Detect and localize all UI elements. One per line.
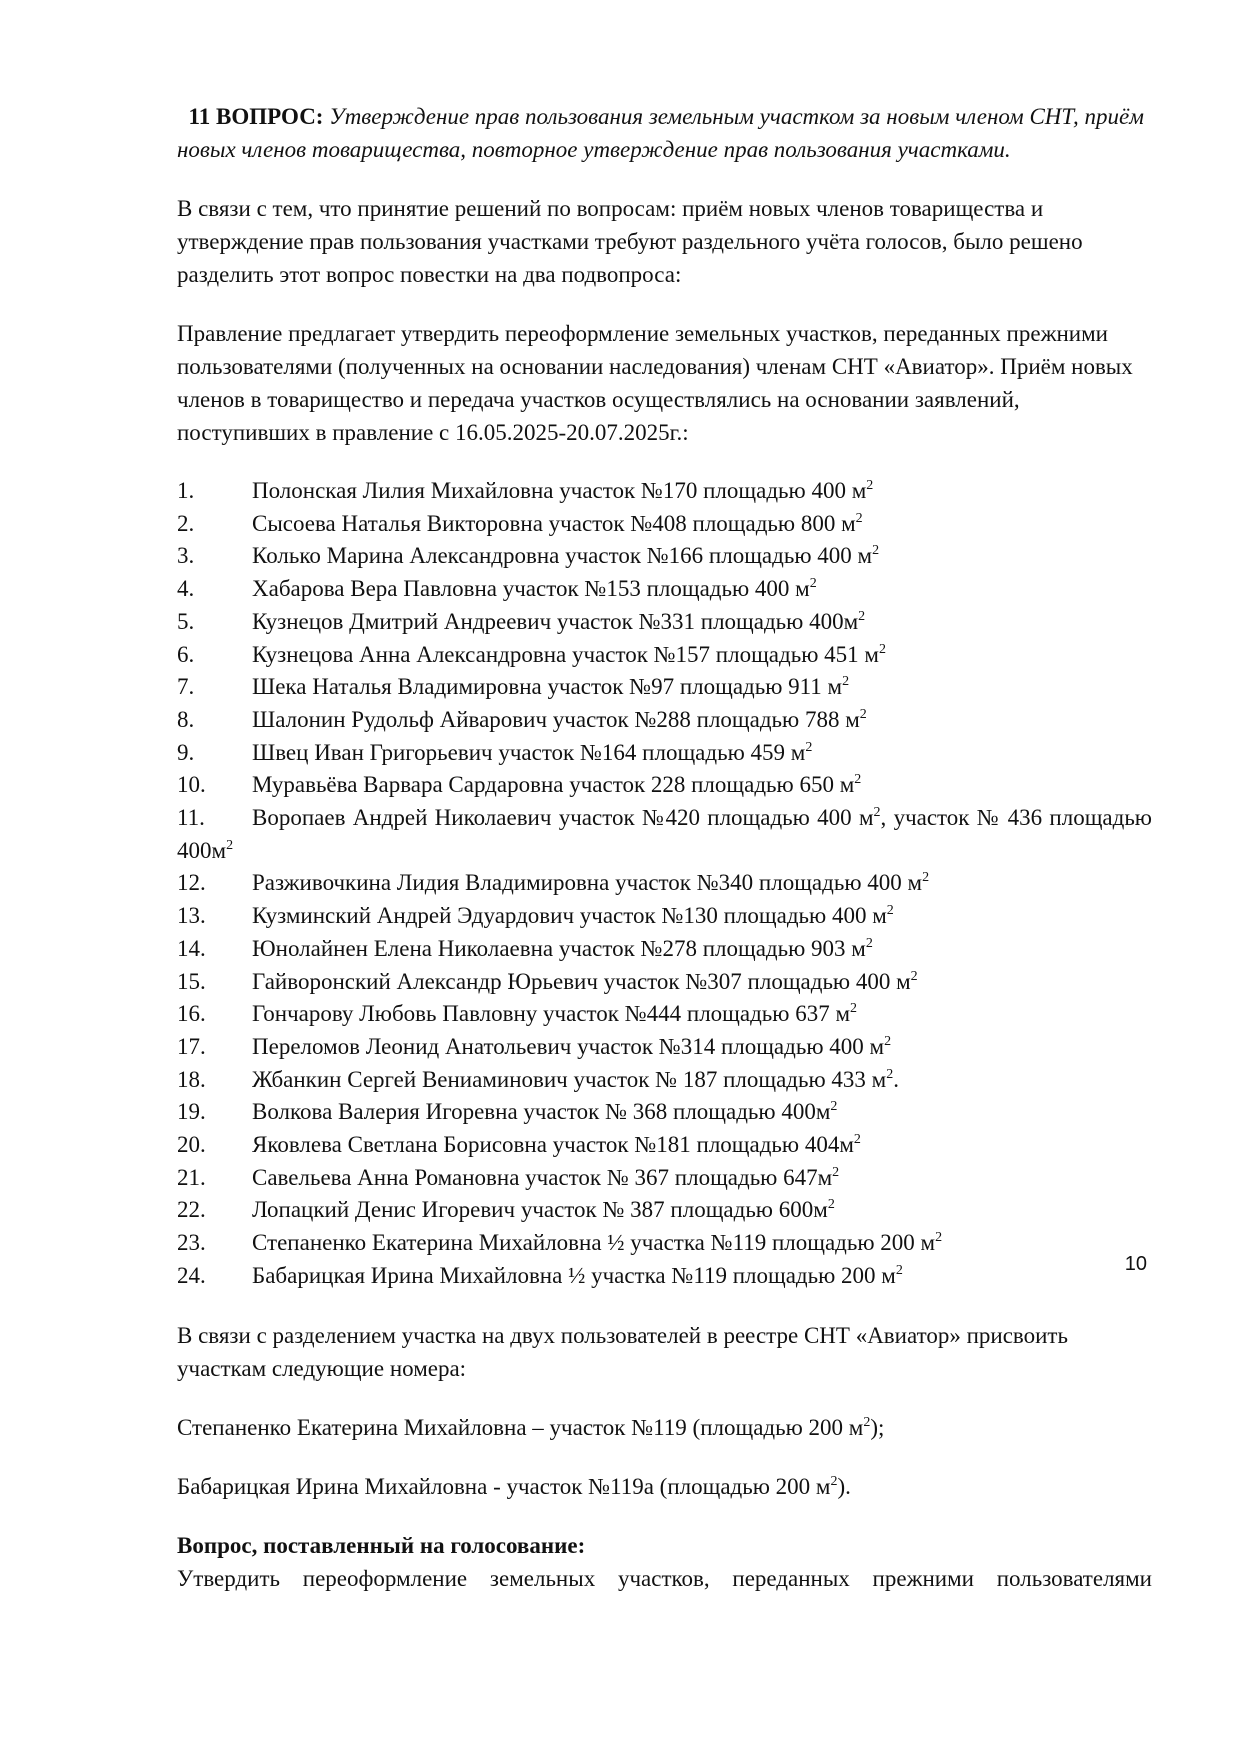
plot-list-item: [177, 475, 1152, 508]
plot-list-item: [177, 933, 1152, 966]
plot-item-number: 19.: [177, 1099, 206, 1125]
superscript: 2: [865, 935, 873, 951]
superscript: 2: [830, 1473, 838, 1489]
plot-item-number: 24.: [177, 1262, 206, 1288]
superscript: 2: [809, 576, 817, 592]
plot-list-item: [177, 1260, 1152, 1293]
plot-item-number: 3.: [177, 543, 195, 569]
plot-list-item: [177, 606, 1152, 639]
plot-item-text: Лопацкий Денис Игоревич участок № 387 площадью 600м: [252, 1197, 828, 1223]
plot-item-text: Савельева Анна Романовна участок № 367 площадью 647м: [252, 1164, 833, 1190]
question-heading: [177, 100, 1152, 166]
superscript: 2: [832, 1164, 840, 1180]
plot-item-text: Переломов Леонид Анатольевич участок №314 площадью 400 м: [252, 1033, 885, 1059]
vote-title: Вопрос, поставленный на голосование:: [177, 1532, 586, 1558]
plot-item-number: 15.: [177, 968, 206, 994]
plot-item-number: 22.: [177, 1197, 206, 1223]
plot-item-text: Сысоева Наталья Викторовна участок №408 площадью 800 м: [252, 510, 856, 536]
superscript: 2: [884, 1033, 892, 1049]
superscript: 2: [873, 805, 881, 821]
plot-list-item: [177, 1194, 1152, 1227]
plot-item-text: Кузнецова Анна Александровна участок №157 площадью 451 м: [252, 641, 879, 667]
plot-item-number: 5.: [177, 608, 195, 634]
split-line-1-tail: );: [870, 1414, 885, 1440]
plot-item-text: Шалонин Рудольф Айварович участок №288 площадью 788 м: [252, 706, 860, 732]
plot-item-number: 8.: [177, 706, 195, 732]
plot-item-number: 23.: [177, 1230, 206, 1256]
plot-item-text: Разживочкина Лидия Владимировна участок №340 площадью 400 м: [252, 870, 923, 896]
plot-item-number: 11.: [177, 805, 205, 831]
plot-item-number: 1.: [177, 478, 195, 503]
superscript: 2: [854, 772, 862, 788]
plot-item-text: Бабарицкая Ирина Михайловна ½ участка №119 площадью 200 м: [252, 1262, 896, 1288]
superscript: 2: [805, 739, 813, 755]
plot-list-item: [177, 1031, 1152, 1064]
plot-list-item: [177, 1227, 1152, 1260]
page-number: 10: [1124, 1253, 1147, 1275]
plot-item-number: 16.: [177, 1001, 206, 1027]
split-line-2-tail: ).: [837, 1473, 851, 1499]
superscript: 2: [830, 1099, 838, 1115]
split-line-1-text: Степаненко Екатерина Михайловна – участок №119 (площадью 200 м: [177, 1414, 864, 1440]
plot-item-text: Яковлева Светлана Борисовна участок №181 площадью 404м: [252, 1132, 854, 1158]
plot-list-item: [177, 802, 1152, 867]
plot-list-item: [177, 1096, 1152, 1129]
plot-list-item: [177, 1162, 1152, 1195]
plot-item-text: Швец Иван Григорьевич участок №164 площадью 459 м: [252, 739, 806, 765]
question-title: Утверждение прав пользования земельным участком за новым членом СНТ, приём новых членов товарищества, повторное утверждение прав пользования участками.: [177, 104, 1144, 162]
plot-item-text: Кузнецов Дмитрий Андреевич участок №331 площадью 400м: [252, 608, 859, 634]
superscript: 2: [855, 510, 863, 526]
plot-list-item: [177, 671, 1152, 704]
question-number: 11 ВОПРОС:: [188, 104, 324, 129]
plot-item-number: 18.: [177, 1066, 206, 1092]
plot-item-number: 14.: [177, 935, 206, 961]
plot-item-text: Кузминский Андрей Эдуардович участок №130 площадью 400 м: [252, 903, 887, 929]
plot-list-item: [177, 540, 1152, 573]
plot-item-text: Гончарову Любовь Павловну участок №444 площадью 637 м: [252, 1001, 851, 1027]
plot-list-item: [177, 966, 1152, 999]
plot-item-text: Шека Наталья Владимировна участок №97 площадью 911 м: [252, 674, 843, 700]
superscript: 2: [863, 1414, 871, 1430]
plot-item-text: Воропаев Андрей Николаевич участок №420 площадью 400 м: [252, 805, 874, 831]
plot-item-text: Волкова Валерия Игоревна участок № 368 площадью 400м: [252, 1099, 831, 1125]
board-proposal-paragraph: Правление предлагает утвердить переоформление земельных участков, переданных прежними пользователями (полученных на основании наследования) членам СНТ «Авиатор». Приём новых членов в товарищество и передача участков осуществлялись на основании заявлений, поступивших в правление с 16.05.2025-20.07.2025г.:: [177, 321, 1133, 445]
plot-list-item: [177, 737, 1152, 770]
plot-list-item: [177, 769, 1152, 802]
document-page: [177, 100, 1152, 1595]
plot-list-item: [177, 704, 1152, 737]
plot-item-text: Полонская Лилия Михайловна участок №170 площадью 400 м: [252, 478, 867, 503]
superscript: 2: [850, 1001, 858, 1017]
plot-item-text-continued: , участок № 436 площадью 400м: [177, 805, 1152, 863]
superscript: 2: [853, 1132, 861, 1148]
plot-item-tail: .: [893, 1066, 899, 1092]
plot-list-item: [177, 1129, 1152, 1162]
split-line-1: [177, 1411, 1152, 1444]
superscript: 2: [827, 1197, 835, 1213]
intro-paragraph: В связи с тем, что принятие решений по вопросам: приём новых членов товарищества и утверждение прав пользования участками требуют раздельного учёта голосов, было решено разделить этот вопрос повестки на два подвопроса:: [177, 196, 1083, 287]
plot-item-number: 21.: [177, 1164, 206, 1190]
split-intro: В связи с разделением участка на двух пользователей в реестре СНТ «Авиатор» присвоить участкам следующие номера:: [177, 1322, 1068, 1381]
plot-item-number: 17.: [177, 1033, 206, 1059]
plot-list-item: [177, 867, 1152, 900]
superscript: 2: [842, 674, 850, 690]
plot-item-number: 13.: [177, 903, 206, 929]
superscript: 2: [886, 903, 894, 919]
superscript: 2: [922, 870, 930, 886]
plot-item-number: 4.: [177, 576, 195, 602]
plot-list-item: [177, 900, 1152, 933]
vote-text: Утвердить переоформление земельных участков, переданных прежними пользователями: [177, 1565, 1152, 1591]
plot-item-text: Юнолайнен Елена Николаевна участок №278 площадью 903 м: [252, 935, 866, 961]
plot-item-text: Колько Марина Александровна участок №166 площадью 400 м: [252, 543, 873, 569]
plot-item-number: 2.: [177, 510, 195, 536]
plot-item-number: 10.: [177, 772, 206, 798]
superscript: 2: [226, 837, 234, 853]
split-line-2-text: Бабарицкая Ирина Михайловна - участок №119а (площадью 200 м: [177, 1473, 831, 1499]
split-line-2: [177, 1470, 1152, 1503]
plot-item-text: Муравьёва Варвара Сардаровна участок 228 площадью 650 м: [252, 772, 855, 798]
plot-item-number: 9.: [177, 739, 195, 765]
superscript: 2: [866, 478, 874, 493]
superscript: 2: [872, 543, 880, 559]
plot-list-item: [177, 998, 1152, 1031]
superscript: 2: [858, 608, 866, 624]
plot-item-number: 12.: [177, 870, 206, 896]
plot-item-text: Степаненко Екатерина Михайловна ½ участка №119 площадью 200 м: [252, 1230, 936, 1256]
plot-item-number: 6.: [177, 641, 195, 667]
superscript: 2: [895, 1262, 903, 1278]
plot-list-item: [177, 573, 1152, 606]
plot-item-text: Жбанкин Сергей Вениаминович участок № 187 площадью 433 м: [252, 1066, 887, 1092]
plot-item-number: 7.: [177, 674, 195, 700]
superscript: 2: [886, 1066, 894, 1082]
superscript: 2: [878, 641, 886, 657]
plot-list-item: [177, 508, 1152, 541]
superscript: 2: [859, 706, 867, 722]
superscript: 2: [935, 1230, 943, 1246]
plot-list-item: [177, 1064, 1152, 1097]
superscript: 2: [910, 968, 918, 984]
plot-item-number: 20.: [177, 1132, 206, 1158]
plot-list-item: [177, 639, 1152, 672]
plot-list: [177, 475, 1152, 1293]
plot-item-text: Гайворонский Александр Юрьевич участок №307 площадью 400 м: [252, 968, 911, 994]
plot-item-text: Хабарова Вера Павловна участок №153 площадью 400 м: [252, 576, 810, 602]
